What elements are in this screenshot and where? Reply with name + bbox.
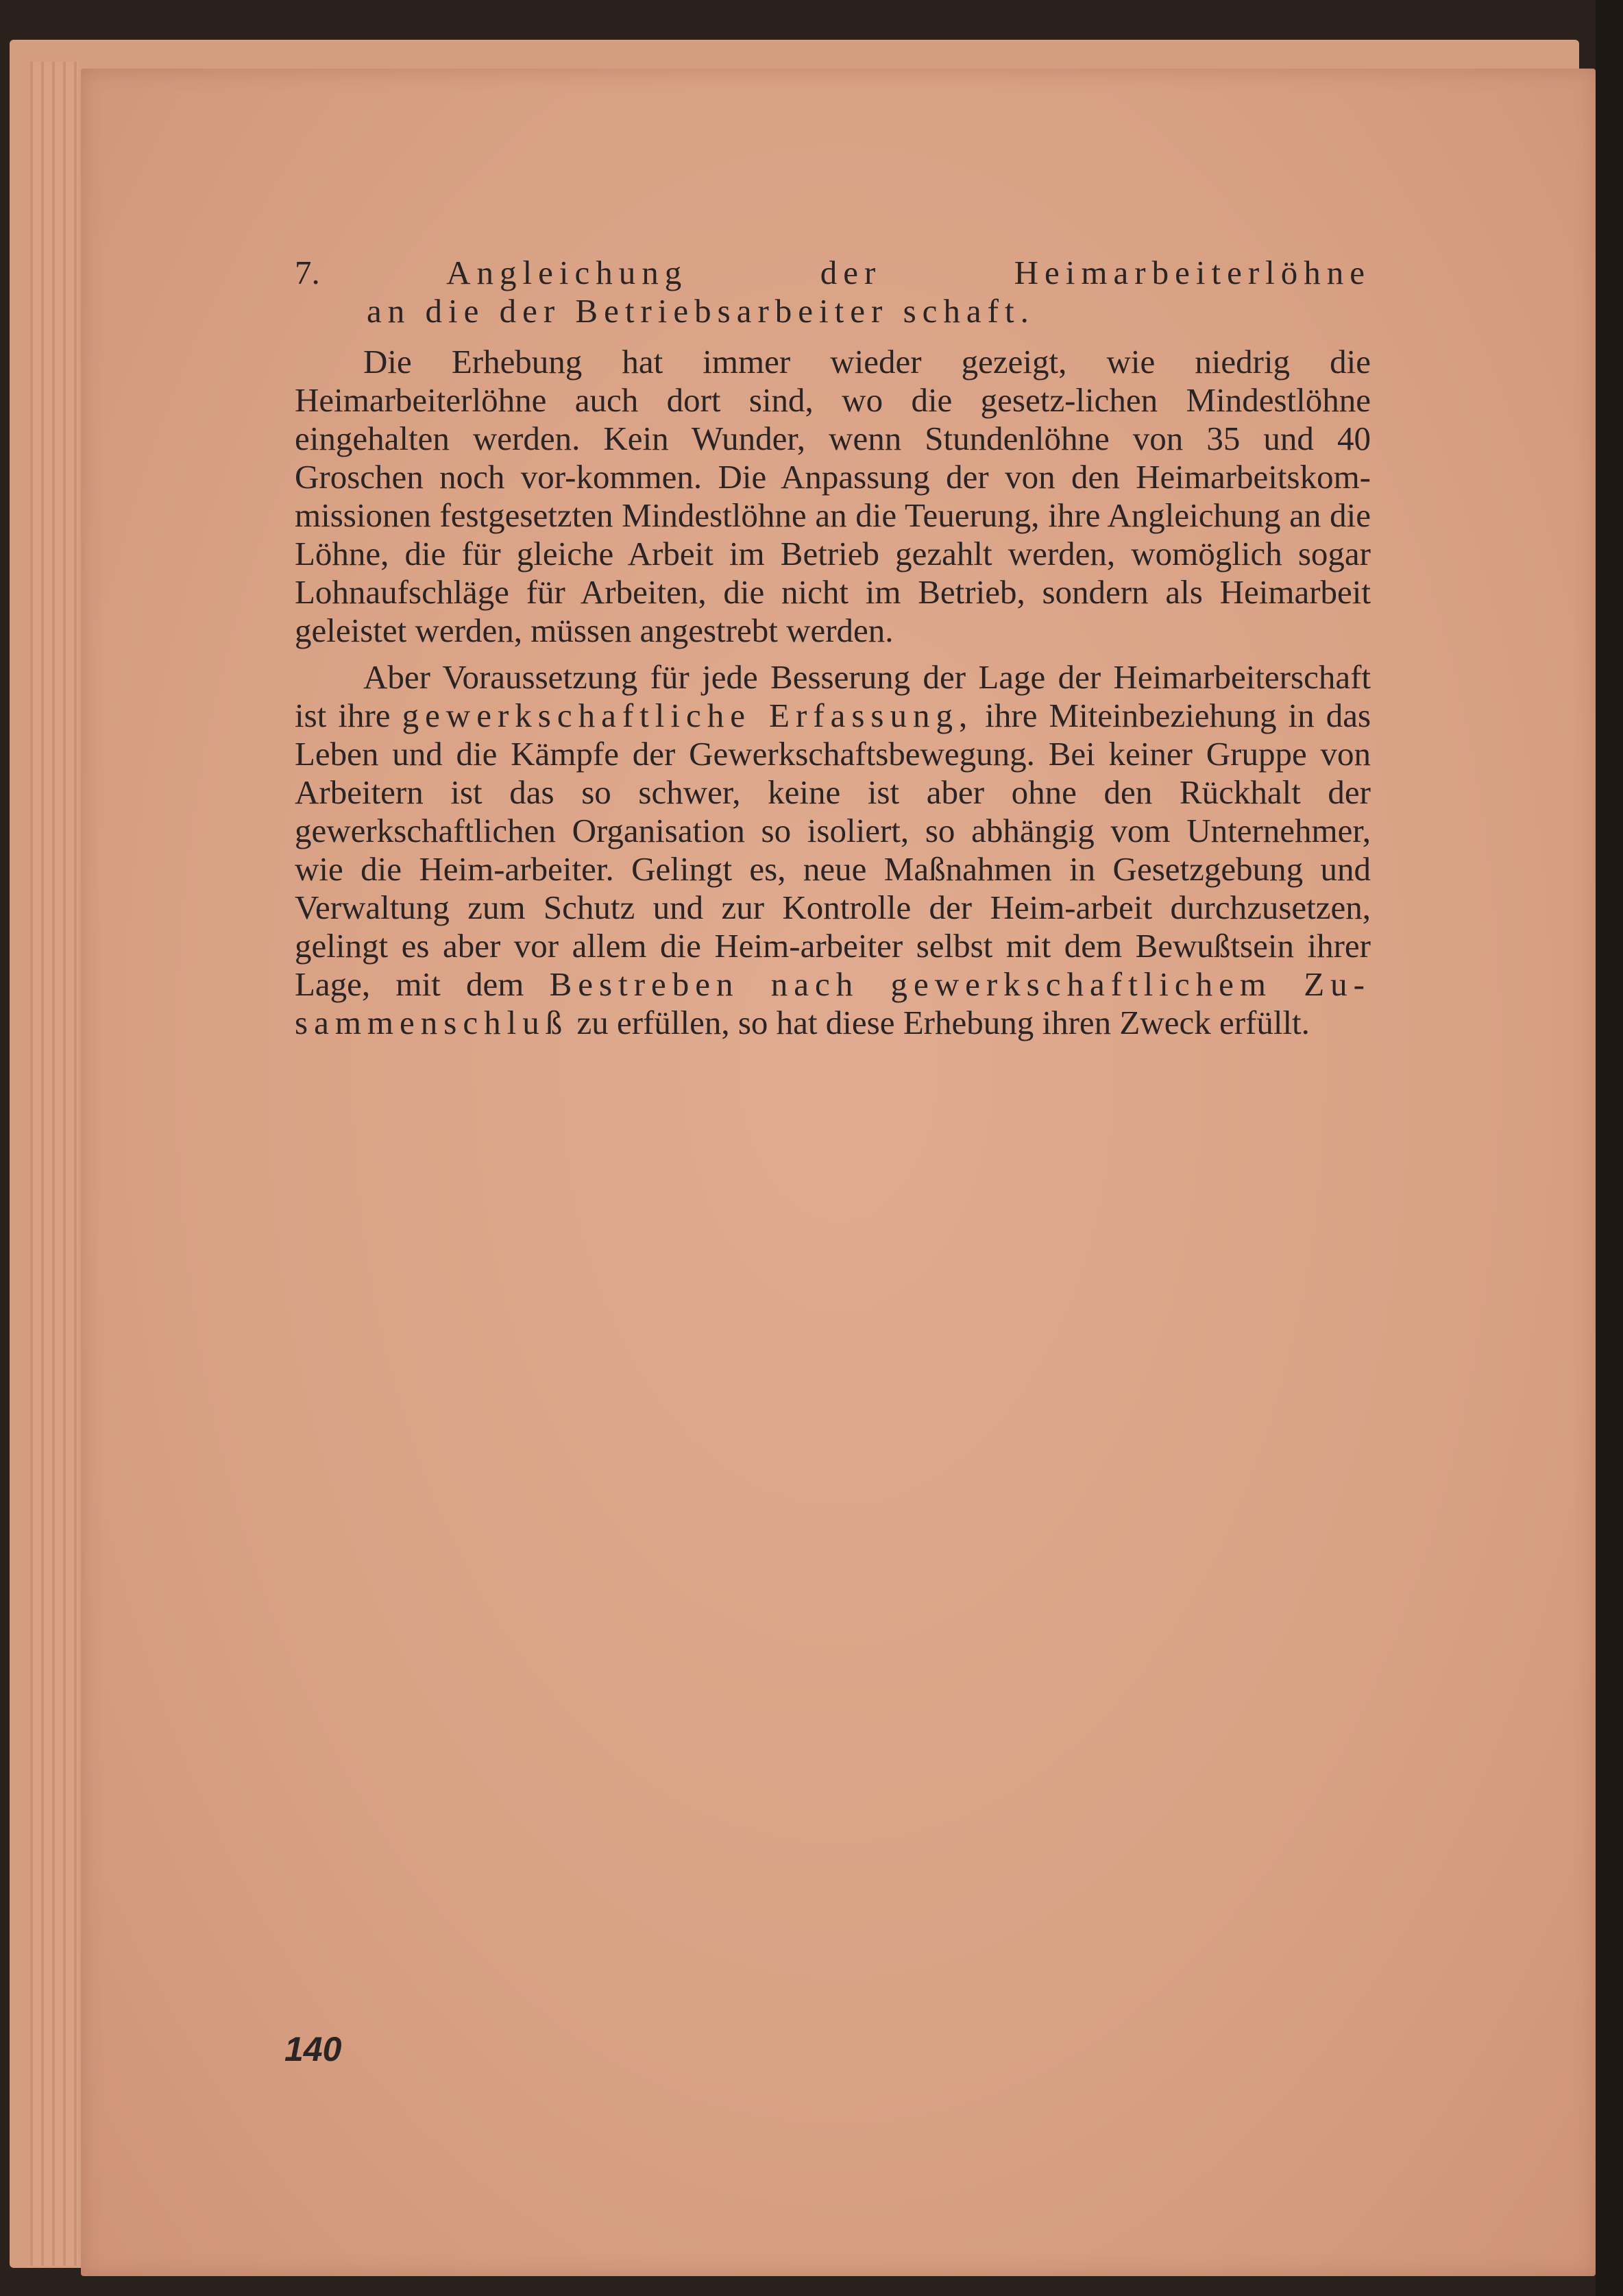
page-text <box>295 254 1371 1042</box>
section-number: 7. <box>295 254 320 291</box>
paragraph-2 <box>295 658 1371 1042</box>
paragraph-2-part1: Aber Voraussetzung für jede Besserung der Lage der Heimarbeiterschaft ist ihre <box>295 658 1371 734</box>
paragraph-2-emphasis2: Bestreben nach gewerkschaftlichem Zu-sammenschluß <box>295 965 1371 1041</box>
paragraph-2-emphasis1: gewerkschaftliche Erfassung, <box>402 697 974 734</box>
paragraph-1: Die Erhebung hat immer wieder gezeigt, wie niedrig die Heimarbeiterlöhne auch dort sind, wo die gesetz-lichen Mindestlöhne eingehalten werden. Kein Wunder, wenn Stundenlöhne von 35 und 40 Groschen noch vor-kommen. Die Anpassung der von den Heimarbeitskom-missionen festgesetzten Mindestlöhne an die Teuerung, ihre Angleichung an die Löhne, die für gleiche Arbeit im Betrieb gezahlt werden, womöglich sogar Lohnaufschläge für Arbeiten, die nicht im Betrieb, sondern als Heimarbeit geleistet werden, müssen angestrebt werden. <box>295 343 1371 649</box>
paragraph-2-part2: ihre Miteinbeziehung in das Leben und die Kämpfe der Gewerkschaftsbewegung. Bei keiner Gruppe von Arbeitern ist das so schwer, keine ist aber ohne den Rückhalt der gewerkschaftlichen Organisation so isoliert, so abhängig vom Unternehmer, wie die Heim-arbeiter. Gelingt es, neue Maßnahmen in Gesetzgebung und Verwaltung zum Schutz und zur Kontrolle der Heim-arbeit durchzusetzen, gelingt es aber vor allem die Heim-arbeiter selbst mit dem Bewußtsein ihrer Lage, mit dem <box>295 697 1371 1003</box>
section-heading <box>295 254 1371 330</box>
book-spine <box>1596 0 1623 2296</box>
section-title-line2: an die der Betriebsarbeiter schaft. <box>367 292 1035 330</box>
paragraph-2-part3: zu erfüllen, so hat diese Erhebung ihren Zweck erfüllt. <box>576 1004 1310 1041</box>
section-title-line1: Angleichung der Heimarbeiterlöhne <box>446 254 1371 291</box>
page-edges <box>30 62 78 2266</box>
page-number: 140 <box>284 2030 342 2068</box>
